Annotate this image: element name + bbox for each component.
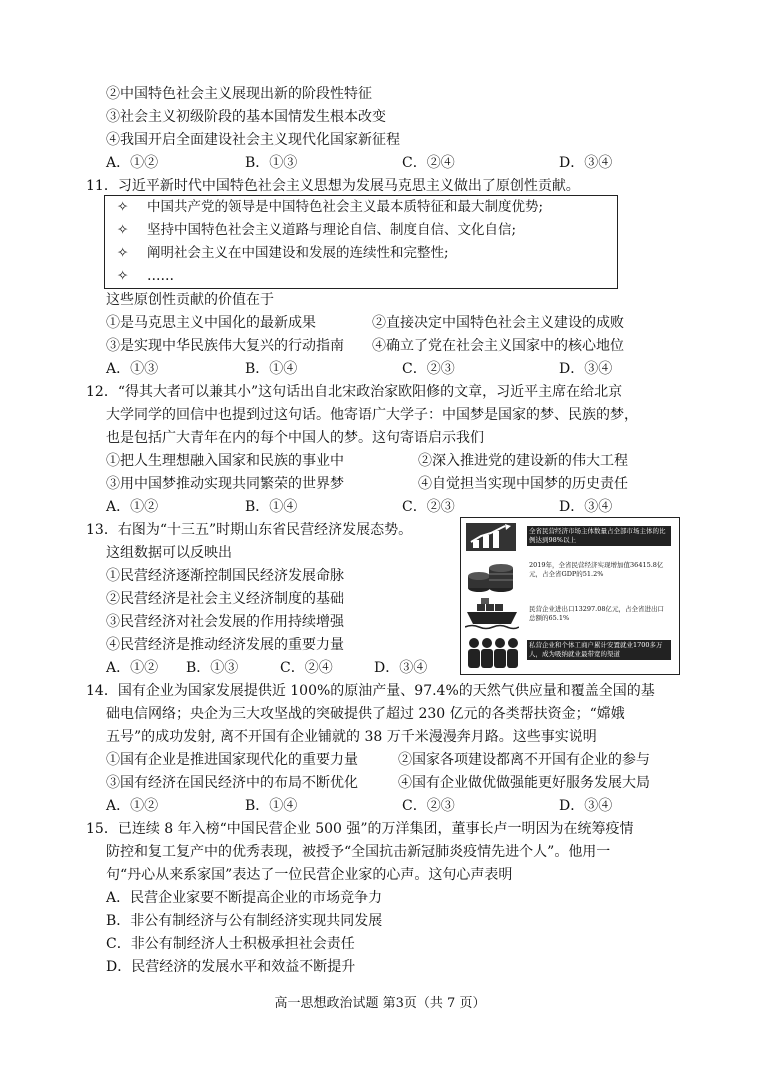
q15-line-1: 15．已连续 8 年入榜“中国民营企业 500 强”的万洋集团，董事长卢一明因为在统筹疫情 — [86, 821, 634, 837]
option-b: B．①③ — [186, 660, 239, 676]
option-a: A．①② — [106, 499, 159, 515]
prev-item-2: ②中国特色社会主义展现出新的阶段性特征 — [106, 86, 372, 102]
q14-item-2: ②国家各项建设都离不开国有企业的参与 — [398, 752, 650, 768]
option-d: D．③④ — [559, 361, 613, 377]
option-b: B．①③ — [245, 155, 298, 171]
option-b: B．①④ — [245, 798, 298, 814]
q13-item-4: ④民营经济是推动经济发展的重要力量 — [106, 637, 344, 653]
option-b: B．①④ — [245, 499, 298, 515]
q14-item-4: ④国有企业做优做强能更好服务发展大局 — [398, 775, 650, 791]
option-a: A．①③ — [106, 361, 159, 377]
coins-icon — [465, 558, 519, 594]
q15-line-3: 句“丹心从来系家国”表达了一位民营企业家的心声。这句心声表明 — [106, 867, 513, 883]
q12-line-3: 也是包括广大青年在内的每个中国人的梦。这句寄语启示我们 — [106, 430, 484, 446]
q11-item-3: ③是实现中华民族伟大复兴的行动指南 — [106, 338, 344, 354]
option-a: A．①② — [106, 660, 159, 676]
diamond-icon: ✧ — [117, 222, 129, 238]
infographic-row — [465, 636, 675, 672]
option-c: C．②③ — [402, 499, 455, 515]
q11-item-2: ②直接决定中国特色社会主义建设的成败 — [372, 315, 624, 331]
prev-item-3: ③社会主义初级阶段的基本国情发生根本改变 — [106, 109, 386, 125]
option-b: B．①④ — [245, 361, 298, 377]
q12-line-2: 大学同学的回信中也提到过这句话。他寄语广大学子：中国梦是国家的梦、民族的梦， — [106, 407, 638, 423]
q12-line-1: 12．“得其大者可以兼其小”这句话出自北宋政治家欧阳修的文章，习近平主席在给北京 — [86, 384, 623, 400]
infographic-row — [465, 598, 675, 634]
q13-item-2: ②民营经济是社会主义经济制度的基础 — [106, 591, 344, 607]
option-d: D．③④ — [559, 155, 613, 171]
q13-line-2: 这组数据可以反映出 — [106, 545, 232, 561]
q15-option-c: C．非公有制经济人士积极承担社会责任 — [106, 936, 355, 952]
q15-option-a: A．民营企业家要不断提高企业的市场竞争力 — [106, 890, 383, 906]
box-item: ✧ 阐明社会主义在中国建设和发展的连续性和完整性; — [117, 242, 449, 264]
q12-item-2: ②深入推进党的建设新的伟大工程 — [418, 453, 628, 469]
private-economy-infographic — [460, 517, 680, 675]
page-footer: 高一思想政治试题 第3页（共 7 页） — [274, 996, 486, 1011]
option-c: C．②④ — [402, 155, 455, 171]
q14-item-1: ①国有企业是推进国家现代化的重要力量 — [106, 752, 358, 768]
q14-item-3: ③国有经济在国民经济中的布局不断优化 — [106, 775, 358, 791]
q11-item-1: ①是马克思主义中国化的最新成果 — [106, 315, 316, 331]
q15-option-b: B．非公有制经济与公有制经济实现共同发展 — [106, 913, 383, 929]
q14-line-1: 14．国有企业为国家发展提供近 100%的原油产量、97.4%的天然气供应量和覆盖全国的基 — [86, 683, 655, 699]
diamond-icon: ✧ — [117, 199, 129, 215]
people-icon — [465, 636, 519, 670]
q11-item-4: ④确立了党在社会主义国家中的核心地位 — [372, 338, 624, 354]
infographic-text-2: 2019年，全省民营经济实现增加值36415.8亿元，占全省GDP的51.2% — [527, 560, 671, 580]
q12-item-3: ③用中国梦推动实现共同繁荣的世界梦 — [106, 476, 344, 492]
growth-chart-icon — [465, 522, 517, 552]
option-c: C．②③ — [402, 361, 455, 377]
option-a: A．①② — [106, 155, 159, 171]
diamond-icon: ✧ — [117, 268, 129, 284]
q12-item-4: ④自觉担当实现中国梦的历史责任 — [418, 476, 628, 492]
infographic-text-4: 私营企业和个体工商户累计安置就业1700多万人，成为吸纳就业最带宽的渠道 — [527, 640, 671, 660]
q14-line-3: 五号”的成功发射, 离不开国有企业铺就的 38 万千米漫漫奔月路。这些事实说明 — [106, 729, 597, 745]
q15-line-2: 防控和复工复产中的优秀表现，被授予“全国抗击新冠肺炎疫情先进个人”。他用一 — [106, 844, 611, 860]
box-item: ✧ 坚持中国特色社会主义道路与理论自信、制度自信、文化自信; — [117, 219, 516, 241]
infographic-row — [465, 522, 675, 556]
q14-line-2: 础电信网络；央企为三大攻坚战的突破提供了超过 230 亿元的各类帮扶资金；“嫦娥 — [106, 706, 625, 722]
option-d: D．③④ — [374, 660, 428, 676]
option-c: C．②③ — [402, 798, 455, 814]
q11-question: 这些原创性贡献的价值在于 — [106, 292, 274, 308]
q11-quote-box — [104, 195, 618, 289]
q13-line-1: 13．右图为“十三五”时期山东省民营经济发展态势。 — [86, 522, 413, 538]
infographic-text-1: 全省民营经济市场主体数量占全部市场主体的比例达到98%以上 — [527, 526, 671, 546]
infographic-text-3: 民营企业进出口13297.08亿元，占全省进出口总额的65.1% — [527, 604, 671, 624]
cargo-ship-icon — [465, 598, 519, 630]
q15-option-d: D．民营经济的发展水平和效益不断提升 — [106, 959, 356, 975]
q11-stem: 11．习近平新时代中国特色社会主义思想为发展马克思主义做出了原创性贡献。 — [86, 178, 580, 194]
option-d: D．③④ — [559, 499, 613, 515]
q12-item-1: ①把人生理想融入国家和民族的事业中 — [106, 453, 344, 469]
diamond-icon: ✧ — [117, 245, 129, 261]
option-c: C．②④ — [280, 660, 333, 676]
q13-item-3: ③民营经济对社会发展的作用持续增强 — [106, 614, 344, 630]
box-item: ✧ 中国共产党的领导是中国特色社会主义最本质特征和最大制度优势; — [117, 196, 543, 218]
option-a: A．①② — [106, 798, 159, 814]
option-d: D．③④ — [559, 798, 613, 814]
infographic-row — [465, 558, 675, 596]
q13-item-1: ①民营经济逐渐控制国民经济发展命脉 — [106, 568, 344, 584]
box-item: ✧ …… — [117, 265, 174, 287]
prev-item-4: ④我国开启全面建设社会主义现代化国家新征程 — [106, 132, 400, 148]
